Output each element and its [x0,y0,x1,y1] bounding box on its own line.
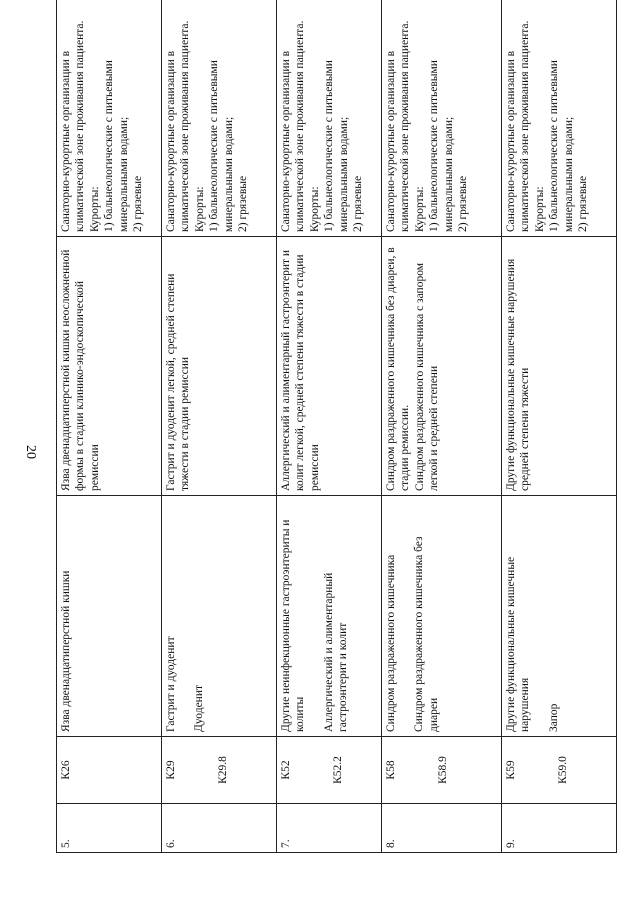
diagnosis-name: Другие функциональные кишечные нарушения [505,556,532,732]
row-number-cell [277,804,382,853]
disease-form-cell [502,237,617,496]
treatment-line: 1) бальнеологические с питьевыми минеральными водами; [428,60,455,232]
treatment-cell [382,0,502,237]
treatment-cell [502,0,617,237]
disease-form-cell [57,237,162,496]
row-number: 9. [505,839,517,848]
diagnosis-name: Синдром раздраженного кишечника [385,554,397,732]
treatment-line: Курорты: [413,186,426,232]
treatment-line: 2) грязевые [576,175,589,232]
table-row [57,0,162,853]
treatment-line: 1) бальнеологические с питьевыми минеральными водами; [208,60,235,232]
treatment-line: Санаторно-курортные организации в климатической зоне проживания пациента. [280,20,307,232]
diagnosis-name: Язва двенадцатиперстной кишки [60,570,72,732]
rotated-table-container [56,20,616,853]
page-number: 20 [23,445,38,459]
icd-code: К52 [280,760,292,780]
disease-form-cell [382,237,502,496]
diagnosis-name: Гастрит и дуоденит [165,636,177,732]
treatment-line: Курорты: [193,186,206,232]
icd-subcode: К59.0 [557,756,570,784]
table-body [57,0,617,853]
icd-code: К26 [60,760,72,780]
disease-form-cell [277,237,382,496]
table-row [502,0,617,853]
disease-form-extra: Синдром раздраженного кишечника с запором легкой и средней степени [413,262,441,491]
treatment-line: Санаторно-курортные организации в климатической зоне проживания пациента. [505,20,532,232]
treatment-cell [162,0,277,237]
treatment-line: 1) бальнеологические с питьевыми минеральными водами; [323,60,350,232]
disease-form: Язва двенадцатиперстной кишки неосложненной формы в стадии клинико-эндоскопической ремиссии [60,249,101,491]
treatment-line: 2) грязевые [456,175,469,232]
treatment-line: 2) грязевые [131,175,144,232]
diagnosis-cell [277,496,382,737]
treatment-line: Санаторно-курортные организации в климатической зоне проживания пациента. [60,20,87,232]
treatment-line: 2) грязевые [236,175,249,232]
diagnosis-cell [57,496,162,737]
disease-form: Синдром раздраженного кишечника без диареи, в стадии ремиссии. [385,247,412,491]
diagnosis-name: Другие неинфекционные гастроэнтериты и колиты [280,519,307,732]
icd-code-cell [382,737,502,804]
treatment-line: Санаторно-курортные организации в климатической зоне проживания пациента. [165,20,192,232]
icd-code-cell [502,737,617,804]
diagnosis-cell [502,496,617,737]
row-number: 8. [385,839,397,848]
icd-subcode: К29.8 [217,756,230,784]
treatment-line: Курорты: [308,186,321,232]
diagnosis-cell [162,496,277,737]
disease-form: Гастрит и дуоденит легкой, средней степени тяжести в стадии ремиссии [165,273,192,491]
diagnosis-subname: Дуоденит [193,684,206,732]
icd-code: К58 [385,760,397,780]
diagnosis-subname: Аллергический и алиментарный гастроэнтерит и колит [322,572,350,732]
row-number-cell [502,804,617,853]
diagnosis-cell [382,496,502,737]
icd-code: К29 [165,760,177,780]
icd-code: К59 [505,760,517,780]
treatment-cell [57,0,162,237]
diagnosis-subname: Запор [547,703,560,732]
row-number-cell [162,804,277,853]
icd-code-cell [277,737,382,804]
table-row [277,0,382,853]
row-number: 7. [280,839,292,848]
sanatorium-indications-table [56,0,617,853]
icd-subcode: К58.9 [437,756,450,784]
icd-subcode: К52.2 [332,756,345,784]
treatment-cell [277,0,382,237]
icd-code-cell [57,737,162,804]
row-number: 5. [60,839,72,848]
icd-code-cell [162,737,277,804]
row-number-cell [57,804,162,853]
row-number: 6. [165,839,177,848]
table-row [382,0,502,853]
treatment-line: Курорты: [533,186,546,232]
treatment-line: Курорты: [88,186,101,232]
table-row [162,0,277,853]
treatment-line: 1) бальнеологические с питьевыми минеральными водами; [103,60,130,232]
disease-form-cell [162,237,277,496]
treatment-line: Санаторно-курортные организации в климатической зоне проживания пациента. [385,20,412,232]
diagnosis-subname: Синдром раздраженного кишечника без диареи [413,536,440,732]
disease-form: Другие функциональные кишечные нарушения средней степени тяжести [505,258,532,491]
treatment-line: 2) грязевые [351,175,364,232]
row-number-cell [382,804,502,853]
disease-form: Аллергический и алиментарный гастроэнтерит и колит легкой, средней степени тяжести в стадии ремиссии [280,249,321,491]
treatment-line: 1) бальнеологические с питьевыми минеральными водами; [548,60,575,232]
